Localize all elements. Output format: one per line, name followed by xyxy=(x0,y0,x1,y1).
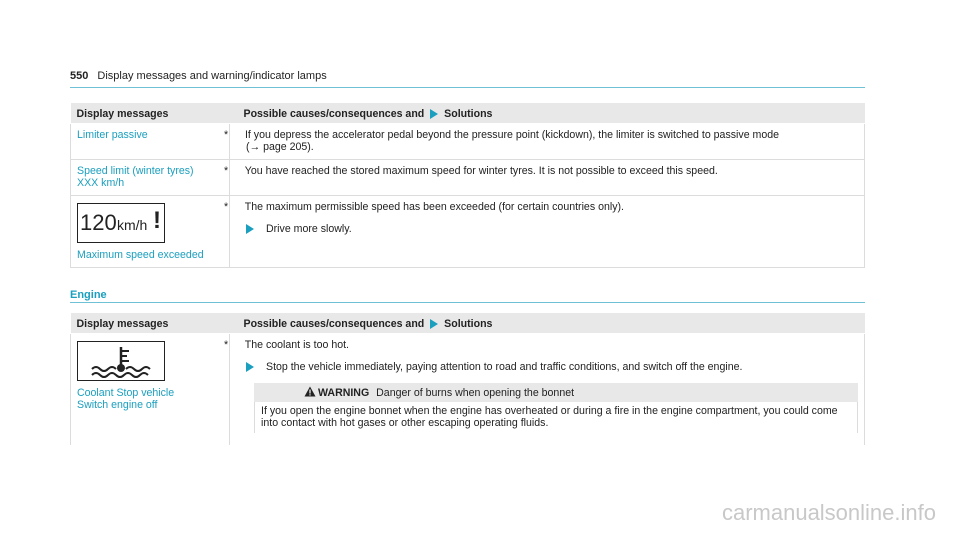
cause-text: * The maximum permissible speed has been exceeded (for certain countries only). xyxy=(224,201,624,213)
page-header xyxy=(70,70,865,82)
section-title: Engine xyxy=(70,289,107,301)
step-arrow-icon xyxy=(246,362,254,372)
messages-table-2 xyxy=(70,313,865,445)
page-number: 550 xyxy=(70,70,89,82)
coolant-thermometer-icon xyxy=(78,342,164,380)
solution-step: Drive more slowly. xyxy=(236,223,858,235)
table-row xyxy=(71,124,865,160)
step-arrow-icon xyxy=(246,224,254,234)
table-row xyxy=(71,160,865,196)
messages-table-1 xyxy=(70,103,865,268)
col-header-display-messages: Display messages xyxy=(71,313,230,334)
table-row xyxy=(71,334,865,446)
message-speed-value: XXX km/h xyxy=(77,177,125,189)
message-speed-limit: Speed limit (winter tyres) xyxy=(77,165,194,177)
speed-limit-icon: 120 km/h ! xyxy=(77,203,165,243)
page-reference-link[interactable]: (→ page 205). xyxy=(246,141,314,153)
solutions-arrow-icon xyxy=(430,109,438,119)
coolant-temperature-icon xyxy=(77,341,165,381)
warning-triangle-icon xyxy=(304,386,316,397)
message-limiter-passive: Limiter passive xyxy=(71,124,230,160)
warning-label: WARNING xyxy=(318,387,370,399)
header-divider xyxy=(70,87,865,88)
message-max-speed-exceeded: Maximum speed exceeded xyxy=(77,249,204,261)
col-header-causes: Possible causes/consequences and Solutions xyxy=(230,313,865,334)
section-divider xyxy=(70,302,865,303)
watermark: carmanualsonline.info xyxy=(721,500,936,525)
col-header-display-messages: Display messages xyxy=(71,103,230,124)
warning-body: If you open the engine bonnet when the engine has overheated or during a fire in the engine compartment, you could come into contact with hot gases or other escaping operating fluids. xyxy=(254,402,858,433)
message-coolant-stop: Coolant Stop vehicle xyxy=(77,387,175,399)
col-header-causes: Possible causes/consequences and Solutions xyxy=(230,103,865,124)
warning-box xyxy=(254,383,858,433)
cause-text: * The coolant is too hot. xyxy=(224,339,350,351)
solutions-arrow-icon xyxy=(430,319,438,329)
table-row xyxy=(71,196,865,268)
cause-text: * You have reached the stored maximum speed for winter tyres. It is not possible to exceed this speed. xyxy=(224,165,718,177)
cause-text: * If you depress the accelerator pedal beyond the pressure point (kickdown), the limiter is switched to passive mode xyxy=(224,129,780,141)
solution-step: Stop the vehicle immediately, paying attention to road and traffic conditions, and switch off the engine. xyxy=(236,361,858,373)
message-switch-engine-off: Switch engine off xyxy=(77,399,158,411)
page-header-title: Display messages and warning/indicator lamps xyxy=(97,70,327,82)
warning-title: Danger of burns when opening the bonnet xyxy=(376,387,575,399)
